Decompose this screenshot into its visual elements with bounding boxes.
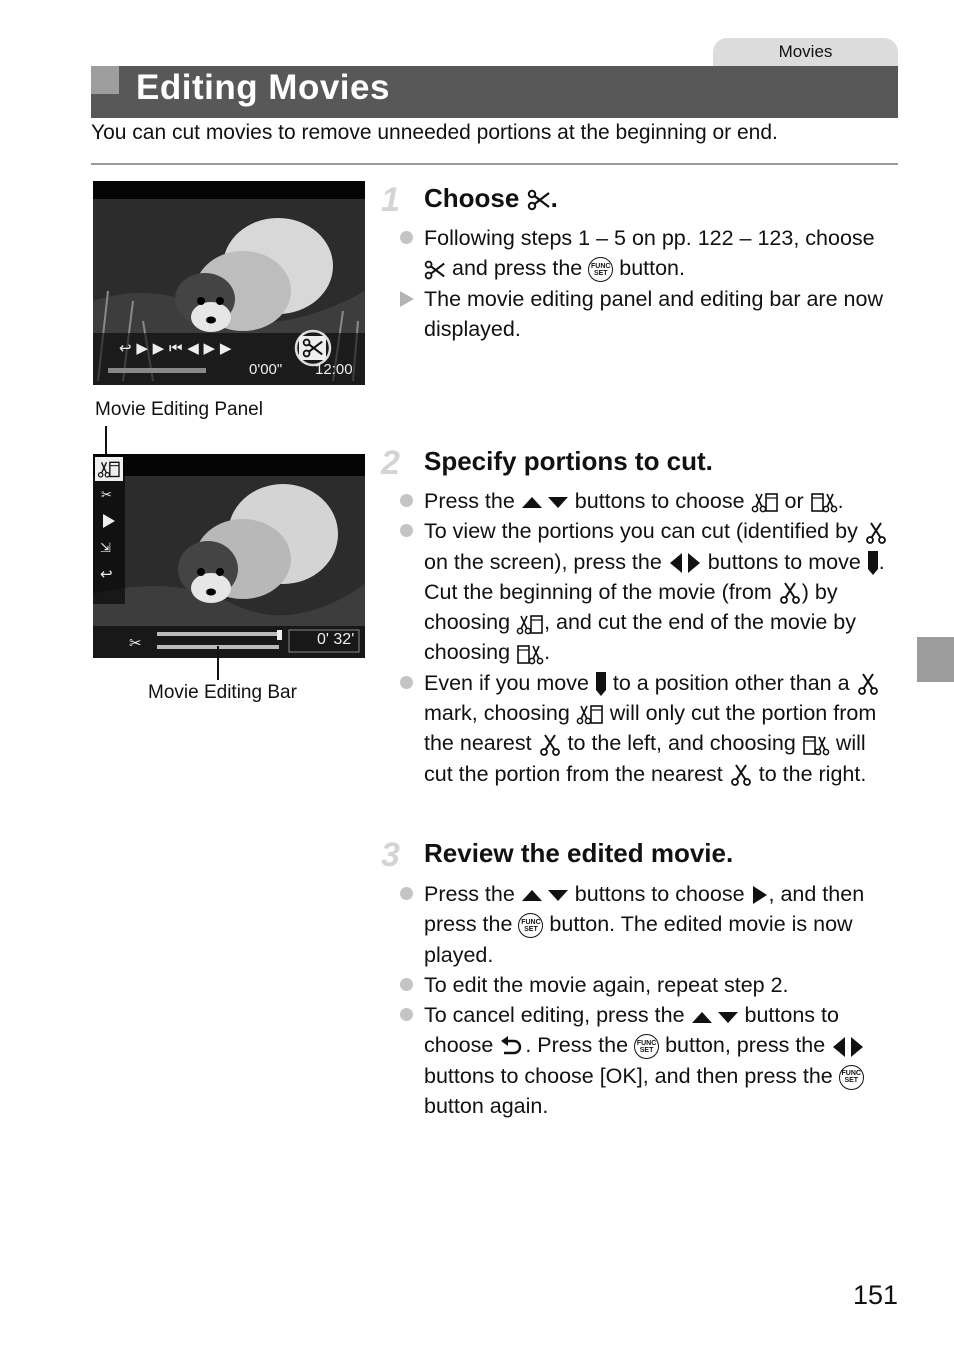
text: buttons to choose — [424, 1003, 839, 1058]
text: will only cut the portion from the nearest — [424, 701, 877, 756]
up-down-icon — [691, 1009, 739, 1025]
func-top: FUNC — [521, 918, 541, 926]
movie-editing-panel-screenshot — [93, 181, 365, 385]
panel-time-end: 12:00 — [315, 361, 353, 378]
panel-time-start: 0'00" — [249, 361, 283, 378]
bullet-icon — [400, 887, 413, 900]
text: button, press the — [665, 1033, 826, 1058]
movie-editing-bar-screenshot — [93, 454, 365, 658]
text: will cut the portion from the nearest — [424, 731, 866, 786]
step-3-number: 3 — [381, 836, 400, 874]
cut-mark-icon — [538, 733, 562, 757]
list-item — [398, 486, 898, 516]
text: To cancel editing, press the — [424, 1003, 685, 1028]
list-item — [398, 668, 898, 789]
func-bottom: SET — [593, 269, 608, 277]
scissors-icon — [527, 188, 551, 212]
svg-text:⇲: ⇲ — [100, 541, 111, 556]
step-3-body — [398, 879, 898, 1121]
cut-mark-icon — [778, 581, 802, 605]
func-top: FUNC — [636, 1039, 657, 1047]
list-item — [398, 879, 898, 970]
label-movie-editing-panel: Movie Editing Panel — [95, 399, 263, 420]
svg-text:✂: ✂ — [101, 488, 112, 503]
cut-mark-icon — [856, 672, 880, 696]
func-bottom: SET — [844, 1077, 859, 1085]
play-icon — [751, 884, 769, 906]
cut-after-icon — [516, 642, 544, 666]
bullet-icon — [400, 524, 413, 537]
text: button. The edited movie is now played. — [424, 912, 853, 967]
chapter-side-tab — [917, 637, 954, 682]
text: buttons to choose — [574, 882, 745, 906]
cut-before-icon — [751, 490, 779, 514]
text: and press the — [451, 256, 583, 281]
text: , and then press the — [424, 882, 865, 937]
text: on the screen), press the — [424, 549, 662, 574]
text: Following steps 1 – 5 on pp. 122 – 123, choose — [424, 226, 875, 250]
svg-text:✂: ✂ — [129, 634, 142, 652]
func-bottom: SET — [639, 1046, 654, 1054]
title-decor-square — [91, 66, 119, 94]
return-icon — [499, 1035, 525, 1059]
cut-mark-icon — [729, 763, 753, 787]
text: To view the portions you can cut (identified by — [424, 519, 858, 544]
text: to a position other than a — [612, 670, 850, 695]
func-set-icon — [588, 257, 613, 282]
up-down-icon — [521, 494, 569, 510]
bullet-icon — [400, 1008, 413, 1021]
header-divider — [91, 163, 898, 165]
func-bottom: SET — [524, 925, 538, 933]
text: to the left, and choosing — [567, 731, 796, 756]
cut-after-icon — [802, 733, 830, 757]
text: mark, choosing — [424, 701, 570, 726]
text: . Cut the beginning of the movie (from — [424, 549, 885, 604]
list-item — [398, 516, 898, 667]
func-set-icon — [839, 1065, 864, 1090]
list-item — [398, 1000, 898, 1121]
bullet-icon — [400, 494, 413, 507]
step-3-heading: Review the edited movie. — [424, 838, 734, 868]
cut-before-icon — [576, 702, 604, 726]
text: Even if you move — [424, 670, 589, 695]
func-set-icon — [518, 913, 543, 938]
text: Press the — [424, 882, 515, 906]
svg-text:↩ ▶ ▶ ⏮ ◀ ▶ ▶: ↩ ▶ ▶ ⏮ ◀ ▶ ▶ — [119, 339, 232, 357]
up-down-icon — [521, 887, 569, 903]
text: Press the — [424, 489, 515, 513]
dog-photo-2 — [93, 454, 365, 658]
func-top: FUNC — [591, 262, 611, 270]
text: To edit the movie again, repeat step 2. — [424, 972, 789, 997]
cut-mark-icon — [864, 521, 888, 545]
list-item — [398, 223, 898, 284]
scissors-icon — [424, 259, 446, 281]
cut-after-icon — [810, 490, 838, 514]
step-1-body — [398, 223, 898, 344]
step-2-number: 2 — [381, 444, 400, 482]
list-item — [398, 970, 898, 1000]
cut-before-icon — [516, 612, 544, 636]
dog-photo — [93, 181, 365, 385]
result-arrow-icon — [400, 291, 414, 307]
step-2-body — [398, 486, 898, 789]
label-movie-editing-bar: Movie Editing Bar — [148, 682, 297, 703]
position-marker-icon — [867, 550, 879, 576]
page-title: Editing Movies — [136, 68, 390, 107]
text: . Press the — [525, 1033, 629, 1058]
page-number: 151 — [852, 1280, 898, 1310]
bullet-icon — [400, 978, 413, 991]
left-right-icon — [831, 1036, 865, 1058]
text: button again. — [424, 1094, 549, 1119]
step-1-heading-text: Choose — [424, 183, 520, 213]
intro-text: You can cut movies to remove unneeded portions at the beginning or end. — [91, 121, 778, 144]
text: or — [784, 489, 804, 513]
text: buttons to choose — [574, 489, 745, 513]
list-item — [398, 284, 898, 345]
text: buttons to move — [707, 549, 861, 574]
text: buttons to choose [OK], and then press the — [424, 1063, 833, 1088]
text: ) by choosing — [424, 579, 838, 635]
text: The movie editing panel and editing bar are now displayed. — [424, 286, 883, 341]
text: . — [544, 640, 551, 665]
svg-text:↩: ↩ — [100, 565, 113, 583]
bullet-icon — [400, 231, 413, 244]
step-1-heading — [424, 183, 558, 214]
bar-callout-line — [217, 646, 219, 680]
text: , and cut the end of the movie by choosing — [424, 610, 857, 665]
func-set-icon — [634, 1034, 659, 1059]
step-1-number: 1 — [381, 181, 400, 219]
section-tab: Movies — [713, 38, 898, 67]
text: to the right. — [758, 761, 867, 786]
step-1-heading-end: . — [550, 183, 558, 213]
position-marker-icon — [595, 671, 607, 697]
text: button. — [619, 256, 685, 281]
left-right-icon — [668, 552, 702, 574]
step-2-heading: Specify portions to cut. — [424, 446, 713, 476]
bullet-icon — [400, 676, 413, 689]
text: . — [837, 489, 844, 513]
bar-time: 0' 32' — [317, 631, 355, 648]
func-top: FUNC — [841, 1070, 861, 1078]
